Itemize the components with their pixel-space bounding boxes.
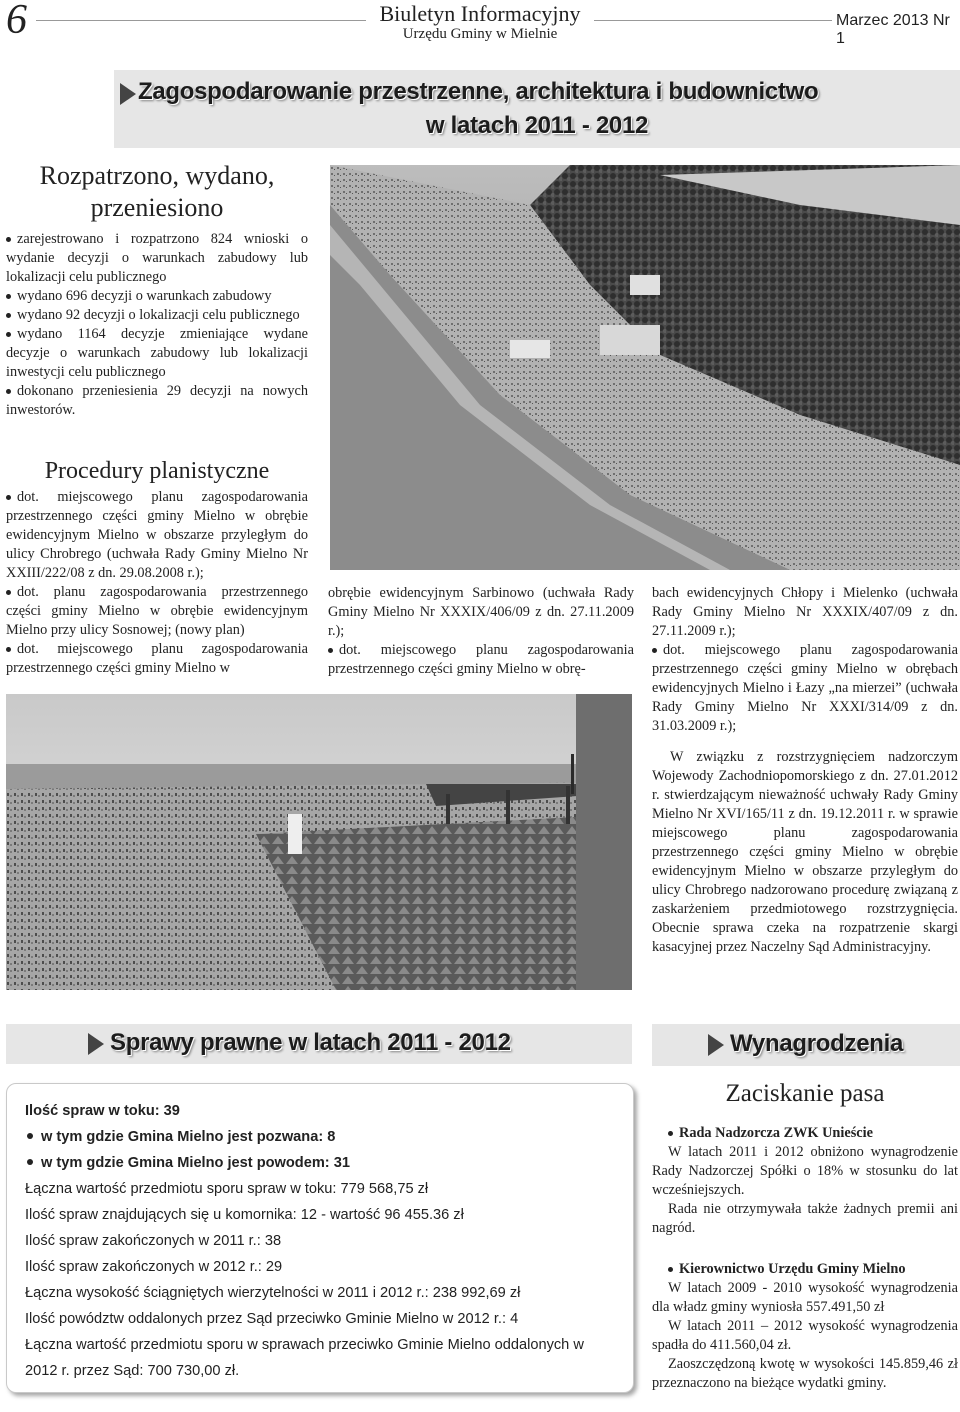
header-rule-right bbox=[594, 20, 832, 21]
legal-stats-box bbox=[6, 1083, 634, 1393]
bullet-icon bbox=[6, 647, 11, 652]
legal-line-closed-2011: Ilość spraw zakończonych w 2011 r.: 38 bbox=[25, 1233, 282, 1249]
procedures-heading: Procedury planistyczne bbox=[44, 458, 270, 484]
salary-block1-title: Rada Nadzorcza ZWK Unieście bbox=[652, 1124, 958, 1143]
bullet-icon bbox=[6, 294, 11, 299]
procedures-col2 bbox=[328, 584, 634, 679]
bullet-icon bbox=[6, 237, 11, 242]
legal-line-closed-2012: Ilość spraw zakończonych w 2012 r.: 29 bbox=[25, 1259, 283, 1275]
salary-banner-title: Wynagrodzenia bbox=[730, 1030, 904, 1057]
decisions-heading: Rozpatrzono, wydano, przeniesiono bbox=[39, 161, 275, 222]
legal-line-cases-in-progress: Ilość spraw w toku: 39 bbox=[25, 1103, 180, 1119]
bullet-icon bbox=[6, 590, 11, 595]
salary-block2-p3: Zaoszczędzoną kwotę w wysokości 145.859,46 zł przeznaczono na bieżące wydatki gminy. bbox=[652, 1356, 958, 1391]
legal-stats-list bbox=[7, 1084, 633, 1384]
beach-pier-image bbox=[6, 694, 632, 990]
arrow-right-icon bbox=[88, 1033, 104, 1055]
salary-block1-p1: W latach 2011 i 2012 obniżono wynagrodzenie Rady Nadzorczej Spółki o 18% w stosunku do lat wcześniejszych. bbox=[652, 1144, 958, 1198]
list-item: dot. miejscowego planu zagospodarowania przestrzennego części gminy Mielno w obrębach ewidencyjnych Mielno i Łazy „na mierzei” (uchwała Rady Gminy Mielno Nr XXXI/314/09 z dn. 31.03.2009 r.); bbox=[652, 642, 958, 734]
list-item: dot. miejscowego planu zagospodarowania przestrzennego części gminy Mielno w bbox=[6, 641, 308, 676]
list-item: wydano 1164 decyzje zmieniające wydane decyzje o warunkach zabudowy lub lokalizacji inwestycji celu publicznego bbox=[6, 326, 308, 380]
procedures-list-col1 bbox=[6, 488, 308, 678]
bullet-icon bbox=[6, 495, 11, 500]
salary-block2-p2: W latach 2011 – 2012 wysokość wynagrodzenia spadła do 411.560,04 zł. bbox=[652, 1318, 958, 1353]
issue-label: Marzec 2013 Nr 1 bbox=[836, 12, 950, 47]
arrow-right-icon bbox=[120, 83, 136, 105]
legal-line-bailiff: Ilość spraw znajdujących się u komornika: 12 - wartość 96 455.36 zł bbox=[25, 1207, 464, 1223]
publication-title: Biuletyn Informacyjny bbox=[379, 1, 581, 26]
bullet-icon bbox=[27, 1133, 33, 1139]
legal-line-total-value: Łączna wartość przedmiotu sporu spraw w toku: 779 568,75 zł bbox=[25, 1181, 429, 1197]
salary-banner bbox=[652, 1024, 960, 1066]
main-banner-title-line1: Zagospodarowanie przestrzenne, architektura i budownictwo bbox=[138, 78, 819, 105]
bullet-icon bbox=[328, 648, 333, 653]
bullet-icon bbox=[652, 648, 657, 653]
bullet-icon bbox=[668, 1131, 673, 1136]
salary-block-supervisory bbox=[652, 1124, 958, 1238]
bullet-icon bbox=[6, 389, 11, 394]
list-item: dokonano przeniesienia 29 decyzji na nowych inwestorów. bbox=[6, 383, 308, 418]
section-procedures-col1 bbox=[6, 456, 308, 678]
salary-heading: Zaciskanie pasa bbox=[725, 1080, 885, 1107]
page-number: 6 bbox=[6, 0, 27, 43]
legal-line-dismissed-value: Łączna wartość przedmiotu sporu w sprawach przeciwko Gminie Mielno oddalonych w 2012 r. przez Sąd: 700 730,00 zł. bbox=[25, 1337, 584, 1379]
aerial-beach-photo bbox=[330, 165, 960, 570]
list-item: dot. miejscowego planu zagospodarowania przestrzennego części gminy Mielno w obrę- bbox=[328, 642, 634, 677]
procedures-col3-paragraph: W związku z rozstrzygnięciem nadzorczym Wojewody Zachodniopomorskiego z dn. 27.01.2012 r. stwierdzającym nieważność uchwały Rady Gminy Mielno Nr XVI/165/11 z dn. 19.12.2011 r. w sprawie miejscowego planu zagospodarowania przestrzennego części gminy Mielno w obrębie ewidencyjnym Mielno w obszarze przyległym do ulicy Chrobrego nadzorowano procedurę związaną z zaskarżeniem przedmiotowego rozstrzygnięcia. Obecnie sprawa czeka na rozpatrzenie skargi kasacyjnej przez Naczelny Sąd Administracyjny. bbox=[652, 749, 958, 955]
bullet-icon bbox=[6, 332, 11, 337]
procedures-col2-continuation: obrębie ewidencyjnym Sarbinowo (uchwała Rady Gminy Mielno Nr XXXIX/406/09 z dn. 27.11.2009 r.); bbox=[328, 585, 634, 639]
aerial-beach-image bbox=[330, 165, 960, 570]
procedures-col3 bbox=[652, 584, 958, 957]
legal-banner bbox=[6, 1024, 632, 1064]
salary-block-management bbox=[652, 1260, 958, 1393]
salary-block1-p2: Rada nie otrzymywała także żadnych premii ani nagród. bbox=[652, 1201, 958, 1236]
arrow-right-icon bbox=[708, 1034, 724, 1056]
publication-subtitle: Urzędu Gminy w Mielnie bbox=[402, 26, 558, 42]
decisions-list bbox=[6, 230, 308, 420]
bullet-icon bbox=[668, 1267, 673, 1272]
list-item: dot. miejscowego planu zagospodarowania przestrzennego części gminy Mielno w obrębie ewidencyjnym Mielno w obszarze przyległym do ulicy Chrobrego (uchwała Rady Gminy Mielno Nr XXIII/222/08 z dn. 29.08.2008 r.); bbox=[6, 489, 308, 581]
legal-line-defendant: w tym gdzie Gmina Mielno jest pozwana: 8 bbox=[25, 1124, 613, 1150]
beach-pier-photo bbox=[6, 694, 632, 990]
salary-block2-p1: W latach 2009 - 2010 wysokość wynagrodzenia dla władz gminy wyniosła 557.491,50 zł bbox=[652, 1280, 958, 1315]
list-item: zarejestrowano i rozpatrzono 824 wnioski o wydanie decyzji o warunkach zabudowy lub lokalizacji celu publicznego bbox=[6, 231, 308, 285]
legal-line-dismissed: Ilość powództw oddalonych przez Sąd przeciwko Gminie Mielno w 2012 r.: 4 bbox=[25, 1311, 519, 1327]
legal-banner-title: Sprawy prawne w latach 2011 - 2012 bbox=[110, 1029, 511, 1056]
legal-line-plaintiff: w tym gdzie Gmina Mielno jest powodem: 31 bbox=[25, 1150, 613, 1176]
list-item: wydano 92 decyzji o lokalizacji celu publicznego bbox=[6, 306, 308, 325]
header-rule-left bbox=[36, 20, 366, 21]
salary-block2-title: Kierownictwo Urzędu Gminy Mielno bbox=[652, 1260, 958, 1279]
main-banner-title-line2: w latach 2011 - 2012 bbox=[425, 112, 649, 139]
main-banner bbox=[114, 70, 960, 148]
legal-line-recovered: Łączna wysokość ściągniętych wierzytelności w 2011 i 2012 r.: 238 992,69 zł bbox=[25, 1285, 521, 1301]
bullet-icon bbox=[27, 1159, 33, 1165]
bullet-icon bbox=[6, 313, 11, 318]
procedures-col3-continuation: bach ewidencyjnych Chłopy i Mielenko (uchwała Rady Gminy Mielno Nr XXXIX/407/09 z dn. 27.11.2009 r.); bbox=[652, 585, 958, 639]
section-decisions bbox=[6, 160, 308, 420]
list-item: wydano 696 decyzji o warunkach zabudowy bbox=[6, 287, 308, 306]
list-item: dot. planu zagospodarowania przestrzennego części gminy Mielno w obrębie ewidencyjnym Mielno przy ulicy Sosnowej; (nowy plan) bbox=[6, 584, 308, 638]
section-salary bbox=[652, 1078, 958, 1393]
